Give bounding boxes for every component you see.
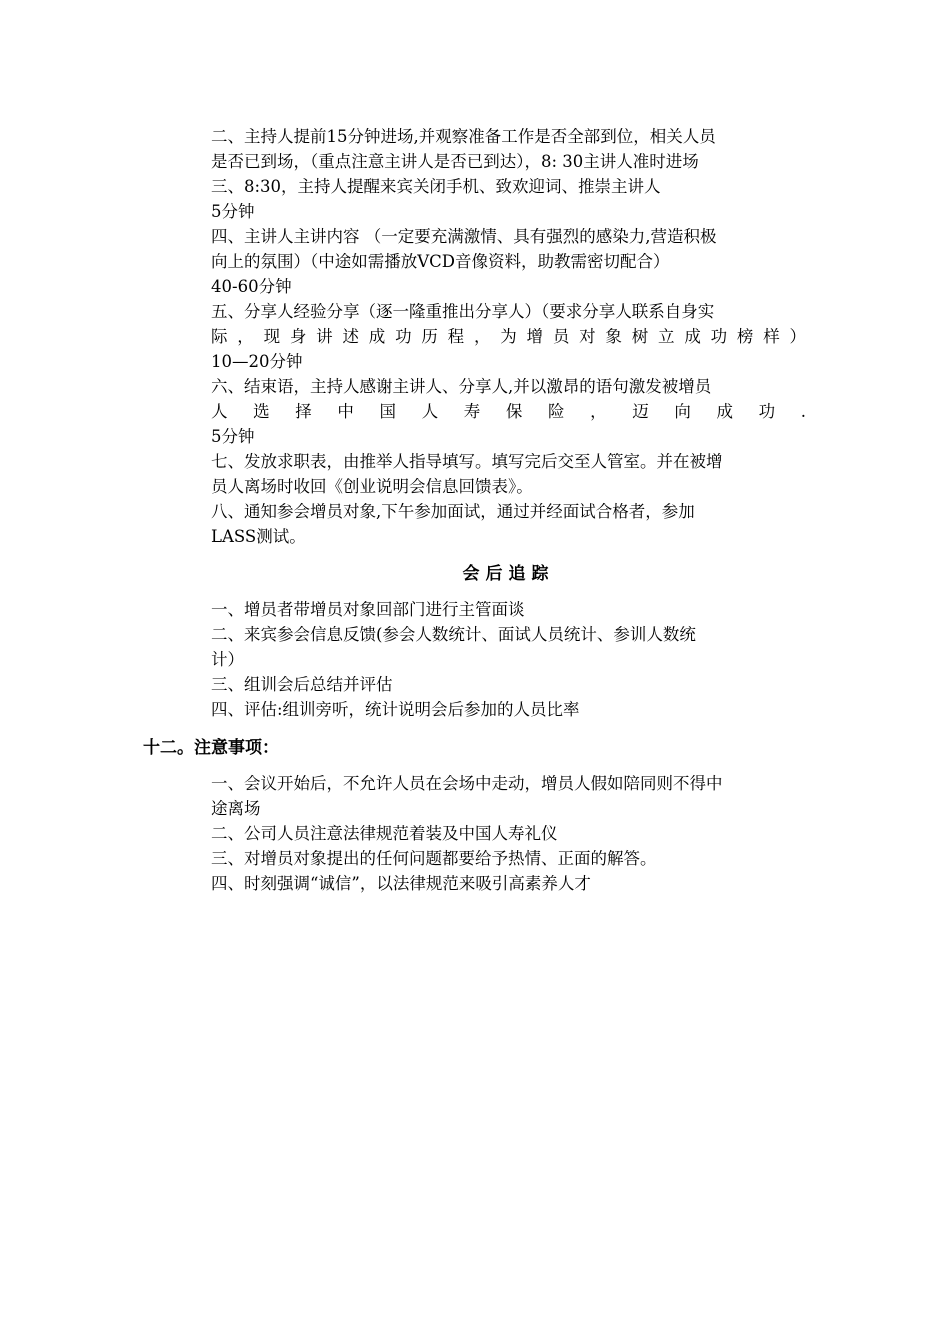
text-line: 三、8:30，主持人提醒来宾关闭手机、致欢迎词、推崇主讲人 [211,177,661,196]
text-line: 二、公司人员注意法律规范着装及中国人寿礼仪 [211,824,558,843]
text-line: 六、结束语，主持人感谢主讲人、分享人,并以激昂的语句激发被增员 [211,377,712,396]
section-title: 十二。注意事项： [143,738,279,758]
text-line: 四、时刻强调“诚信”，以法律规范来吸引高素养人才 [211,874,591,893]
follow-up-block [211,597,806,722]
text-line: 七、发放求职表，由推举人指导填写。填写完后交至人管室。并在被增 [211,452,723,471]
text-line: 人 选 择 中 国 人 寿 保 险 ， 迈 向 成 功 . [211,402,806,421]
text-line: 途离场 [211,799,261,818]
text-line: 10—20分钟 [211,352,303,371]
meeting-procedure-block [211,124,806,549]
text-line: 5分钟 [211,202,255,221]
text-line: 一、会议开始后，不允许人员在会场中走动，增员人假如陪同则不得中 [211,774,723,793]
text-line: LASS测试。 [211,527,306,546]
text-line: 向上的氛围）（中途如需播放VCD音像资料，助教需密切配合） [211,252,670,271]
text-line: 五、分享人经验分享（逐一隆重推出分享人）（要求分享人联系自身实 [211,302,715,321]
follow-up-heading: 会后追踪 [462,564,555,584]
text-line: 四、评估:组训旁听，统计说明会后参加的人员比率 [211,700,580,719]
text-line: 四、主讲人主讲内容 （一定要充满激情、具有强烈的感染力,营造积极 [211,227,717,246]
text-line: 40-60分钟 [211,277,292,296]
notes-block [211,771,806,896]
text-line: 一、增员者带增员对象回部门进行主管面谈 [211,600,525,619]
text-line: 员人离场时收回《创业说明会信息回馈表》。 [211,477,533,496]
text-line: 际，现身讲述成功历程，为增员对象树立成功榜样） [211,327,806,346]
text-line: 是否已到场，（重点注意主讲人是否已到达），8: 30主讲人准时进场 [211,152,699,171]
text-line: 三、对增员对象提出的任何问题都要给予热情、正面的解答。 [211,849,657,868]
text-line: 二、主持人提前15分钟进场,并观察准备工作是否全部到位，相关人员 [211,127,716,146]
text-line: 二、来宾参会信息反馈(参会人数统计、面试人员统计、参训人数统 [211,625,696,644]
text-line: 5分钟 [211,427,255,446]
text-line: 计） [211,650,244,669]
text-line: 八、通知参会增员对象,下午参加面试，通过并经面试合格者，参加 [211,502,695,521]
text-line: 三、组训会后总结并评估 [211,675,393,694]
